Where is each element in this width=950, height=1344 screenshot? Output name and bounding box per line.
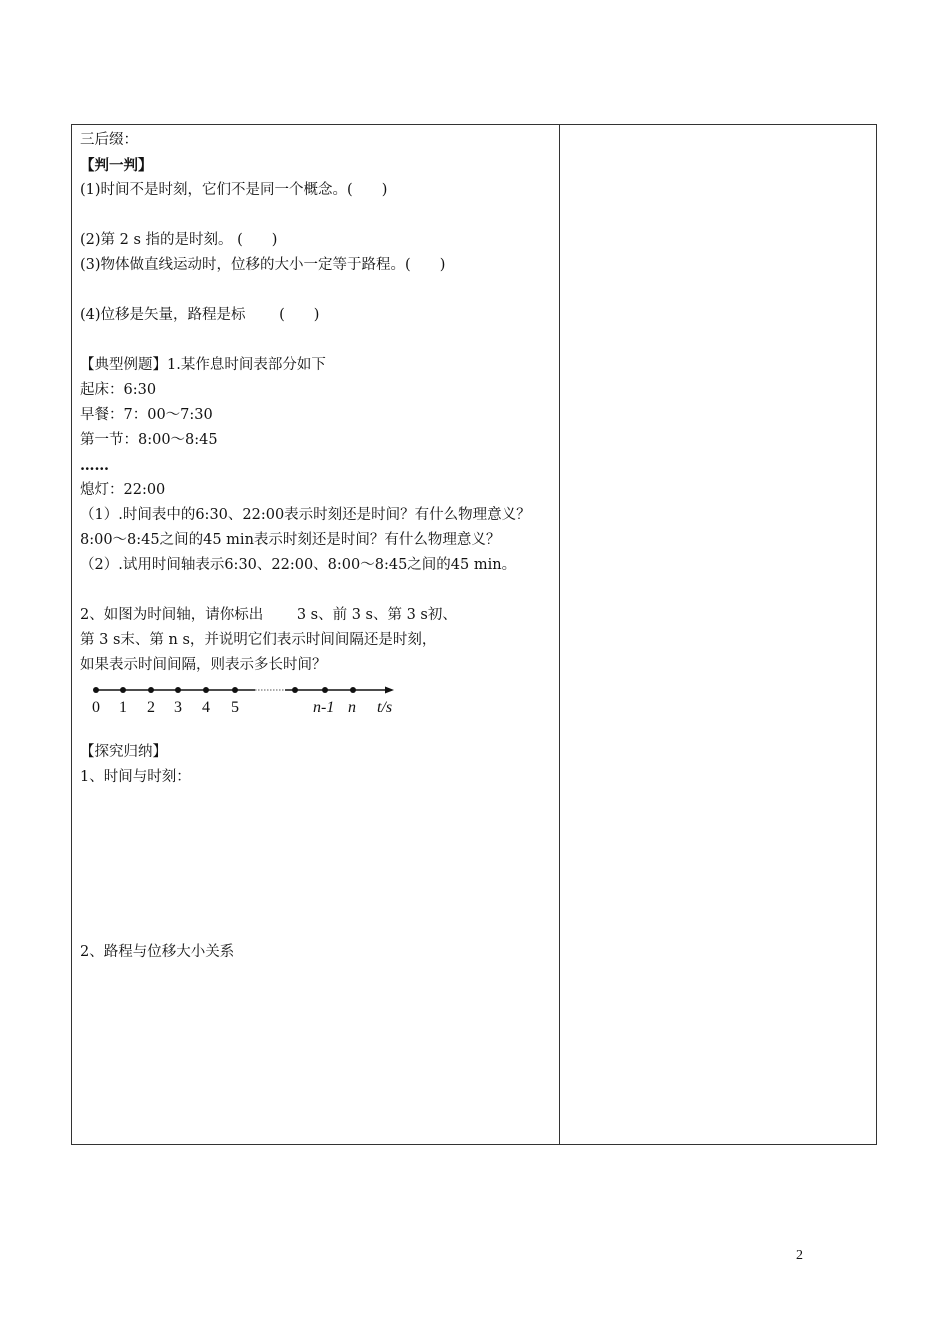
tick-label-n: n [348, 699, 356, 716]
tick-label-n-minus-1: n-1 [313, 699, 335, 716]
tick-dot [148, 687, 154, 693]
explore-item-1: 1、时间与时刻： [80, 769, 191, 785]
tick-dot [120, 687, 126, 693]
schedule-wake: 起床：6:30 [80, 382, 157, 398]
axis-label: t/s [377, 699, 393, 716]
example2-line-2: 第 3 s末、第 n s，并说明它们表示时间间隔还是时刻， [80, 632, 437, 648]
tick-label-4: 4 [202, 699, 210, 716]
explore-heading: 【探究归纳】 [80, 744, 167, 760]
section-title: 三后缀： [80, 132, 138, 148]
tick-dot [322, 687, 328, 693]
tick-label-0: 0 [92, 699, 100, 716]
tick-label-1: 1 [119, 699, 127, 716]
column-divider [559, 124, 560, 1145]
tick-dot [203, 687, 209, 693]
judge-heading: 【判一判】 [80, 157, 153, 174]
judge-question-2: (2)第 2 s 指的是时刻。 ( ) [80, 232, 278, 248]
judge-question-1: (1)时间不是时刻，它们不是同一个概念。( ) [80, 182, 388, 198]
judge-question-4: (4)位移是矢量，路程是标 ( ) [80, 307, 320, 323]
judge-question-3: (3)物体做直线运动时，位移的大小一定等于路程。( ) [80, 257, 446, 273]
page-number: 2 [796, 1248, 803, 1263]
left-column [80, 128, 555, 965]
tick-label-5: 5 [231, 699, 239, 716]
tick-dot [292, 687, 298, 693]
schedule-ellipsis: …… [80, 457, 109, 474]
axis-arrow-icon [385, 687, 394, 694]
tick-dot [350, 687, 356, 693]
tick-dot [232, 687, 238, 693]
explore-item-2: 2、路程与位移大小关系 [80, 944, 235, 960]
example2-line-3: 如果表示时间间隔，则表示多长时间？ [80, 657, 327, 673]
time-axis-figure [80, 682, 410, 718]
tick-dot [175, 687, 181, 693]
example-heading: 【典型例题】1.某作息时间表部分如下 [80, 357, 326, 373]
example-question-1: （1）.时间表中的6:30、22:00表示时刻还是时间？有什么物理意义？8:00～8:45之间的45 min表示时刻还是时间？有什么物理意义？ [80, 507, 531, 548]
schedule-period-1: 第一节：8:00～8:45 [80, 432, 218, 448]
tick-label-2: 2 [147, 699, 155, 716]
tick-dot [93, 687, 99, 693]
schedule-lights-out: 熄灯：22:00 [80, 482, 166, 498]
tick-label-3: 3 [174, 699, 182, 716]
example-question-2: （2）.试用时间轴表示6:30、22:00、8:00～8:45之间的45 min。 [80, 557, 517, 573]
schedule-breakfast: 早餐：7：00～7:30 [80, 407, 213, 423]
example2-line-1: 2、如图为时间轴，请你标出 3 s、前 3 s、第 3 s初、 [80, 607, 457, 623]
